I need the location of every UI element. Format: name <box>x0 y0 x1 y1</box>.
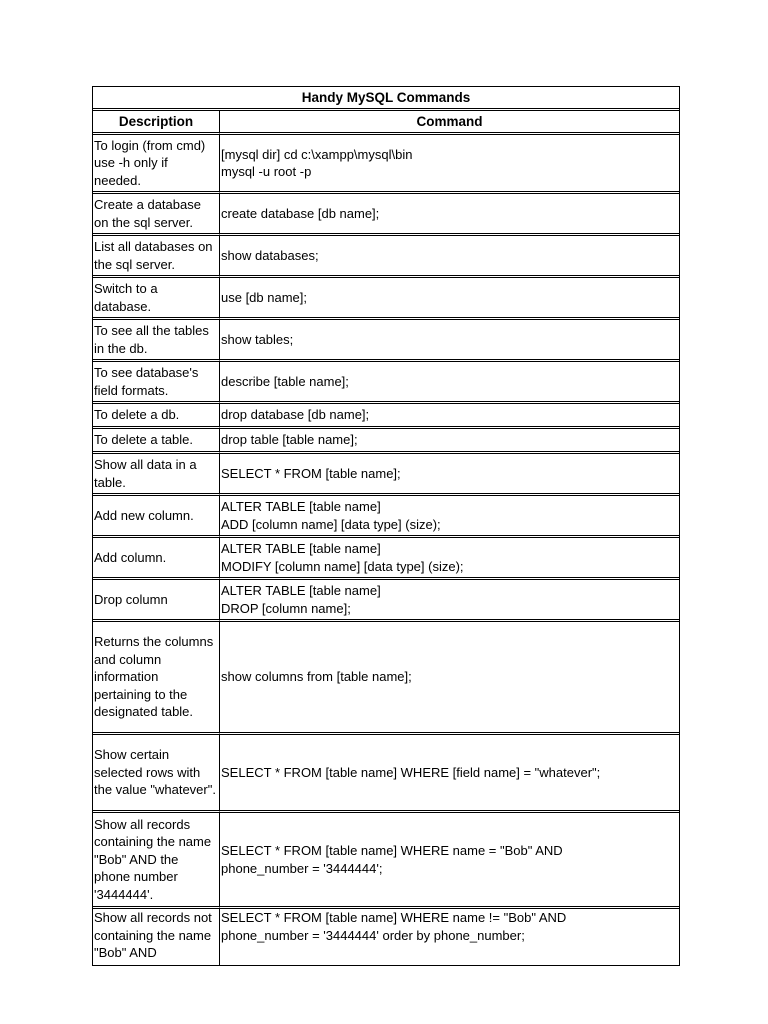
command-cell <box>220 622 679 735</box>
table-header-row <box>93 111 679 135</box>
description-text: To delete a db. <box>94 407 180 423</box>
column-header-description: Description <box>93 111 220 135</box>
command-cell <box>220 236 679 278</box>
description-cell <box>93 622 220 735</box>
description-text: Add column. <box>94 549 167 565</box>
table-row <box>93 813 679 909</box>
description-cell <box>93 194 220 236</box>
command-line: create database [db name]; <box>221 205 380 221</box>
description-cell <box>93 813 220 909</box>
description-text: Switch to a database. <box>94 281 158 314</box>
description-text: Show all records not containing the name "Bob" AND <box>94 910 212 960</box>
command-cell <box>220 813 679 909</box>
table-row <box>93 236 679 278</box>
command-line: ALTER TABLE [table name] <box>221 583 381 598</box>
command-cell <box>220 320 679 362</box>
description-text: Show certain selected rows with the value "whatever". <box>94 747 216 798</box>
description-cell <box>93 735 220 813</box>
description-text: To delete a table. <box>94 432 194 448</box>
table-title: Handy MySQL Commands <box>93 87 679 111</box>
table-title-row <box>93 87 679 111</box>
table-row <box>93 538 679 580</box>
table-row <box>93 194 679 236</box>
table-row <box>93 429 679 454</box>
command-line: show databases; <box>221 247 319 263</box>
description-cell <box>93 496 220 538</box>
description-cell <box>93 320 220 362</box>
description-cell <box>93 236 220 278</box>
command-line: SELECT * FROM [table name]; <box>221 465 401 481</box>
description-text: Add new column. <box>94 507 194 523</box>
description-cell <box>93 278 220 320</box>
table-row <box>93 496 679 538</box>
table-row <box>93 320 679 362</box>
description-text: Drop column <box>94 591 168 607</box>
command-cell <box>220 454 679 496</box>
table-row <box>93 454 679 496</box>
description-text: To login (from cmd) use -h only if needed. <box>94 137 206 188</box>
table-row <box>93 404 679 429</box>
command-cell <box>220 278 679 320</box>
command-line: SELECT * FROM [table name] WHERE name = "Bob" AND <box>221 843 563 858</box>
description-text: List all databases on the sql server. <box>94 239 213 272</box>
description-cell <box>93 538 220 580</box>
description-cell <box>93 429 220 454</box>
command-line: ALTER TABLE [table name] <box>221 541 381 556</box>
command-cell <box>220 404 679 429</box>
table-row <box>93 735 679 813</box>
command-line: show tables; <box>221 331 294 347</box>
commands-table <box>92 86 680 966</box>
command-cell <box>220 362 679 404</box>
table-row <box>93 135 679 194</box>
command-line: ALTER TABLE [table name] <box>221 499 381 514</box>
command-cell <box>220 735 679 813</box>
command-cell <box>220 909 679 965</box>
command-line: DROP [column name]; <box>221 600 351 616</box>
column-header-command: Command <box>220 111 679 135</box>
command-line: SELECT * FROM [table name] WHERE [field name] = "whatever"; <box>221 764 601 780</box>
description-text: Create a database on the sql server. <box>94 197 201 230</box>
table-body <box>93 135 679 965</box>
table-row <box>93 362 679 404</box>
command-line: MODIFY [column name] [data type] (size); <box>221 558 464 574</box>
command-line: [mysql dir] cd c:\xampp\mysql\bin <box>221 146 413 162</box>
command-cell <box>220 135 679 194</box>
description-text: Show all data in a table. <box>94 457 197 490</box>
command-line: drop table [table name]; <box>221 432 358 448</box>
description-text: Show all records containing the name "Bob" AND the phone number '3444444'. <box>94 816 212 902</box>
description-cell <box>93 404 220 429</box>
command-line: ADD [column name] [data type] (size); <box>221 516 441 532</box>
command-cell <box>220 580 679 622</box>
table-row <box>93 580 679 622</box>
table-row <box>93 622 679 735</box>
table-row <box>93 278 679 320</box>
command-line: SELECT * FROM [table name] WHERE name != "Bob" AND <box>221 910 567 925</box>
command-line: drop database [db name]; <box>221 407 370 423</box>
command-cell <box>220 194 679 236</box>
command-cell <box>220 429 679 454</box>
table-row <box>93 909 679 965</box>
command-line: phone_number = '3444444'; <box>221 860 383 876</box>
description-cell <box>93 135 220 194</box>
description-text: To see all the tables in the db. <box>94 323 209 356</box>
description-cell <box>93 909 220 965</box>
command-cell <box>220 496 679 538</box>
command-line: use [db name]; <box>221 289 307 305</box>
description-text: Returns the columns and column information pertaining to the designated table. <box>94 634 214 720</box>
command-cell <box>220 538 679 580</box>
description-cell <box>93 454 220 496</box>
description-text: To see database's field formats. <box>94 365 199 398</box>
command-line: show columns from [table name]; <box>221 669 412 685</box>
description-cell <box>93 362 220 404</box>
description-cell <box>93 580 220 622</box>
command-line: describe [table name]; <box>221 373 349 389</box>
command-line: mysql -u root -p <box>221 164 312 179</box>
commands-sheet <box>92 86 678 966</box>
command-line: phone_number = '3444444' order by phone_number; <box>221 927 525 943</box>
